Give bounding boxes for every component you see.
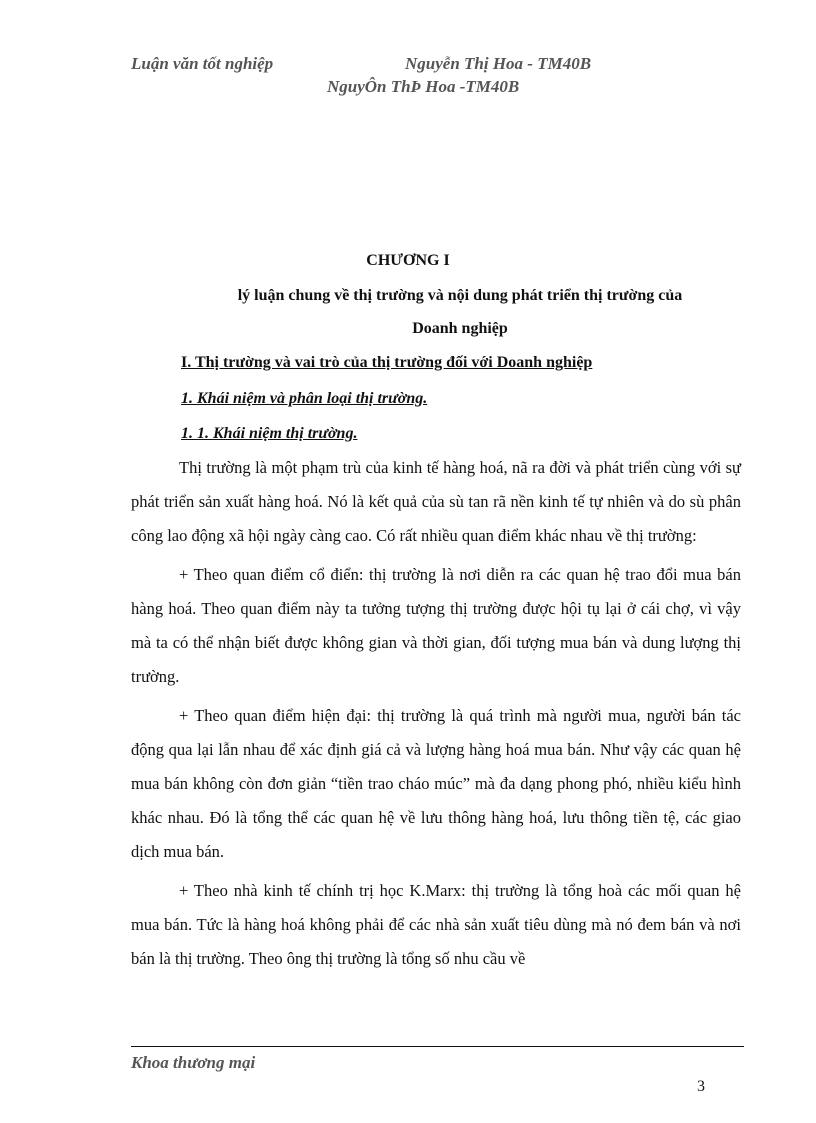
header-author: Nguyễn Thị Hoa - TM40B [405,54,592,73]
chapter-subtitle-line2: Doanh nghiệp [412,320,508,337]
paragraph: + Theo quan điểm cổ điển: thị trường là nơi diễn ra các quan hệ trao đổi mua bán hàng hoá. Theo quan điểm này ta tưởng tượng thị trường được hội tụ lại ở cái chợ, vì vậy mà ta có thể nhận biết được không gian và thời gian, đối tượng mua bán và dung lượng thị trường. [131,565,741,686]
header-author-garbled: NguyÔn ThÞ Hoa -TM40B [327,77,520,96]
heading-section-1: 1. Khái niệm và phân loại thị trường. [181,390,428,407]
heading-section-i: I. Thị trường và vai trò của thị trường đối với Doanh nghiệp [181,354,593,371]
footer-department: Khoa thương mại [131,1053,256,1072]
body-text [131,451,741,981]
paragraph: + Theo nhà kinh tế chính trị học K.Marx: thị trường là tổng hoà các mối quan hệ mua bán. Tức là hàng hoá không phải để các nhà sản xuất tiêu dùng mà nó đem bán và nơi bán là thị trường. Theo ông thị trường là tổng số nhu cầu về [131,881,741,968]
page-number: 3 [697,1078,705,1095]
paragraph: Thị trường là một phạm trù của kinh tế hàng hoá, nã ra đời và phát triển cùng với sự phát triển sản xuất hàng hoá. Nó là kết quả của sù tan rã nền kinh tế tự nhiên và do sù phân công lao động xã hội ngày càng cao. Có rất nhiều quan điểm khác nhau về thị trường: [131,458,741,545]
chapter-subtitle-line1: lý luận chung về thị trường và nội dung phát triển thị trường của [237,287,683,304]
paragraph: + Theo quan điểm hiện đại: thị trường là quá trình mà người mua, người bán tác động qua lại lẫn nhau để xác định giá cả và lượng hàng hoá mua bán. Như vậy các quan hệ mua bán không còn đơn giản “tiền trao cháo múc” mà đa dạng phong phó, nhiều kiểu hình khác nhau. Đó là tổng thể các quan hệ về lưu thông hàng hoá, lưu thông tiền tệ, các giao dịch mua bán. [131,706,741,861]
chapter-label: CHƯƠNG I [366,252,450,269]
footer-divider [131,1046,744,1047]
heading-section-1-1: 1. 1. Khái niệm thị trường. [181,425,358,442]
header-left-title: Luận văn tốt nghiệp [131,54,274,73]
